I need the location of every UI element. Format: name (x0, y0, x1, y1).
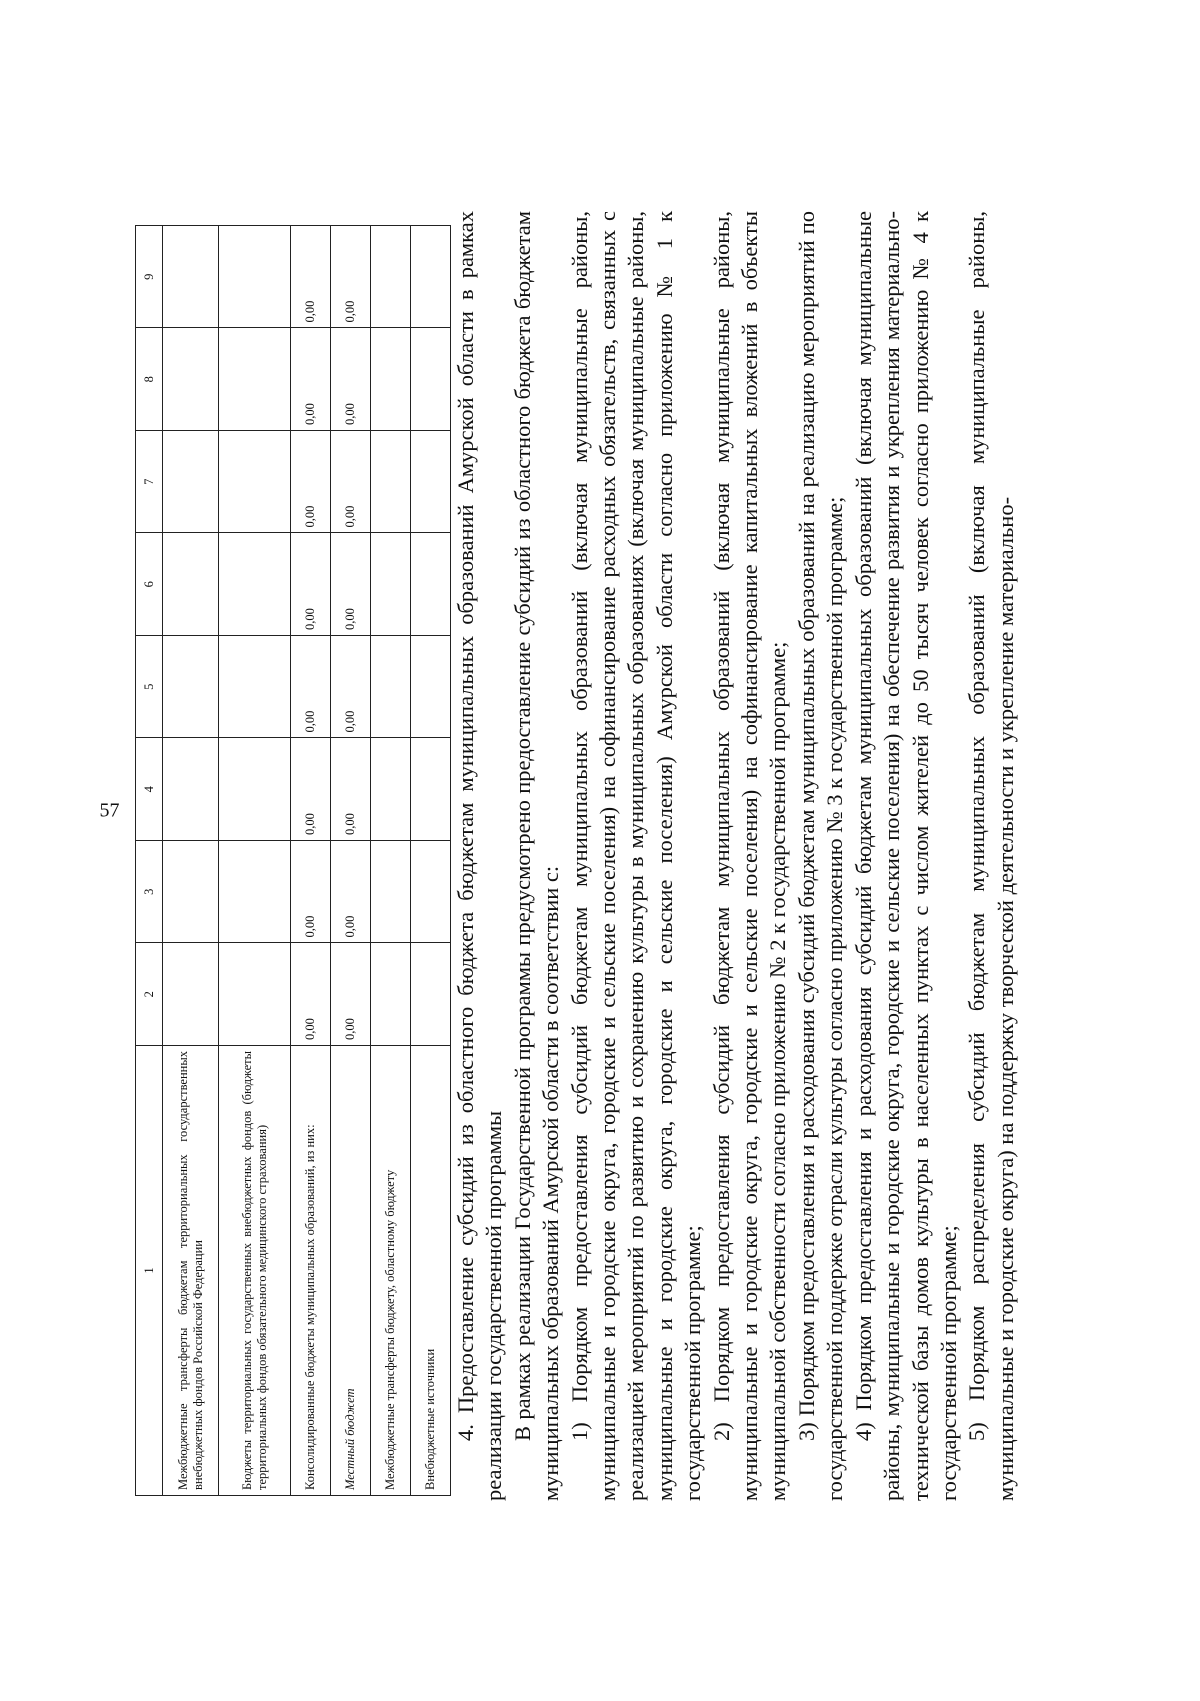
table-cell (219, 431, 291, 534)
table-row (219, 226, 291, 1496)
table-row (163, 226, 219, 1496)
table-cell: 0,00 (331, 533, 371, 636)
table-cell: 0,00 (331, 738, 371, 841)
table-cell (371, 636, 411, 739)
table-cell (411, 636, 451, 739)
table-cell (411, 431, 451, 534)
table-cell (163, 738, 219, 841)
paragraph: 4) Порядком предоставления и расходования субсидий бюджетам муниципальных образований (включая муниципальные районы, муниципальные и городские округа, городские и сельские поселения) на обеспечение развития и укрепления материально-технической базы домов культуры в населенных пунктах с числом жителей до 50 тысяч человек согласно приложению № 4 к государственной программе; (850, 211, 961, 1501)
table-cell: 0,00 (291, 636, 331, 739)
row-label: Внебюджетные источники (411, 1046, 451, 1496)
table-cell: 0,00 (291, 328, 331, 431)
paragraph: 5) Порядком распределения субсидий бюджетам муниципальных образований (включая муниципальные районы, муниципальные и городские округа) на поддержку творческой деятельности и укрепление материально- (964, 211, 1018, 1501)
table-cell: 0,00 (291, 738, 331, 841)
paragraph: 1) Порядком предоставления субсидий бюджетам муниципальных образований (включая муниципальные районы, муниципальные и городские округа, городские и сельские поселения) на софинансирование расходных обязательств, связанных с реализацией мероприятий по развитию и сохранению культуры в муниципальных образованиях (включая муниципальные районы, муниципальные и городские округа, городские и сельские поселения) Амурской области согласно приложению № 1 к государственной программе; (566, 211, 706, 1501)
table-cell (371, 943, 411, 1046)
table-cell (219, 226, 291, 329)
row-label: Местный бюджет (331, 1046, 371, 1496)
table-row (411, 226, 451, 1496)
table-cell: 0,00 (331, 431, 371, 534)
table-row (331, 226, 371, 1496)
table-body (163, 226, 451, 1496)
table-cell: 0,00 (291, 226, 331, 329)
table-cell (411, 533, 451, 636)
table-cell (411, 841, 451, 944)
table-cell: 0,00 (331, 841, 371, 944)
table-cell (163, 226, 219, 329)
paragraph: 4. Предоставление субсидий из областного бюджета бюджетам муниципальных образований Амурской области в рамках реализации государственной программы (453, 211, 507, 1501)
column-header: 3 (136, 841, 163, 944)
table-cell (219, 533, 291, 636)
table-cell: 0,00 (291, 431, 331, 534)
column-header: 4 (136, 738, 163, 841)
column-header: 5 (136, 636, 163, 739)
table-cell (163, 841, 219, 944)
table-cell (163, 533, 219, 636)
column-header: 8 (136, 328, 163, 431)
table-cell (411, 328, 451, 431)
column-header: 2 (136, 943, 163, 1046)
column-header: 7 (136, 431, 163, 534)
table-cell (219, 841, 291, 944)
row-label: Бюджеты территориальных государственных внебюджетных фондов (бюджеты территориальных фондов обязательного медицинского страхования) (219, 1046, 291, 1496)
table-cell (411, 226, 451, 329)
table-cell (219, 943, 291, 1046)
table-row (291, 226, 331, 1496)
table-cell (371, 841, 411, 944)
paragraph: 3) Порядком предоставления и расходования субсидий бюджетам муниципальных образований на реализацию мероприятий по государственной поддержке отрасли культуры согласно приложению № 3 к государственной программе; (793, 211, 848, 1501)
row-label: Межбюджетные трансферты бюджету, областному бюджету (371, 1046, 411, 1496)
row-label: Межбюджетные трансферты бюджетам территориальных государственных внебюджетных фондов Российской Федерации (163, 1046, 219, 1496)
row-label: Консолидированные бюджеты муниципальных образований, из них: (291, 1046, 331, 1496)
body-text (452, 211, 1020, 1501)
column-header: 9 (136, 226, 163, 329)
table-cell: 0,00 (331, 943, 371, 1046)
paragraph: 2) Порядком предоставления субсидий бюджетам муниципальных образований (включая муниципальные районы, муниципальные и городские округа, городские и сельские поселения) на софинансирование капитальных вложений в объекты муниципальной собственности согласно приложению № 2 к государственной программе; (708, 211, 791, 1501)
column-header: 1 (136, 1046, 163, 1496)
table-cell (163, 328, 219, 431)
page-number: 57 (99, 799, 120, 822)
table-cell (411, 738, 451, 841)
table-cell (371, 328, 411, 431)
table-cell: 0,00 (291, 533, 331, 636)
table-cell (371, 533, 411, 636)
table-cell (163, 943, 219, 1046)
table-cell: 0,00 (331, 636, 371, 739)
table-cell (219, 738, 291, 841)
table-header-row (136, 226, 163, 1496)
table-cell (163, 636, 219, 739)
table-cell (371, 738, 411, 841)
table-cell: 0,00 (291, 841, 331, 944)
table-cell (219, 636, 291, 739)
table-cell (411, 943, 451, 1046)
table-cell (371, 431, 411, 534)
table-cell: 0,00 (331, 226, 371, 329)
table-cell: 0,00 (331, 328, 371, 431)
table-row (371, 226, 411, 1496)
table-cell (371, 226, 411, 329)
column-header: 6 (136, 533, 163, 636)
paragraph: В рамках реализации Государственной программы предусмотрено предоставление субсидий из областного бюджета бюджетам муниципальных образований Амурской области в соответствии с: (509, 211, 564, 1501)
table-cell (163, 431, 219, 534)
table-cell (219, 328, 291, 431)
table-cell: 0,00 (291, 943, 331, 1046)
budget-table (135, 225, 451, 1496)
